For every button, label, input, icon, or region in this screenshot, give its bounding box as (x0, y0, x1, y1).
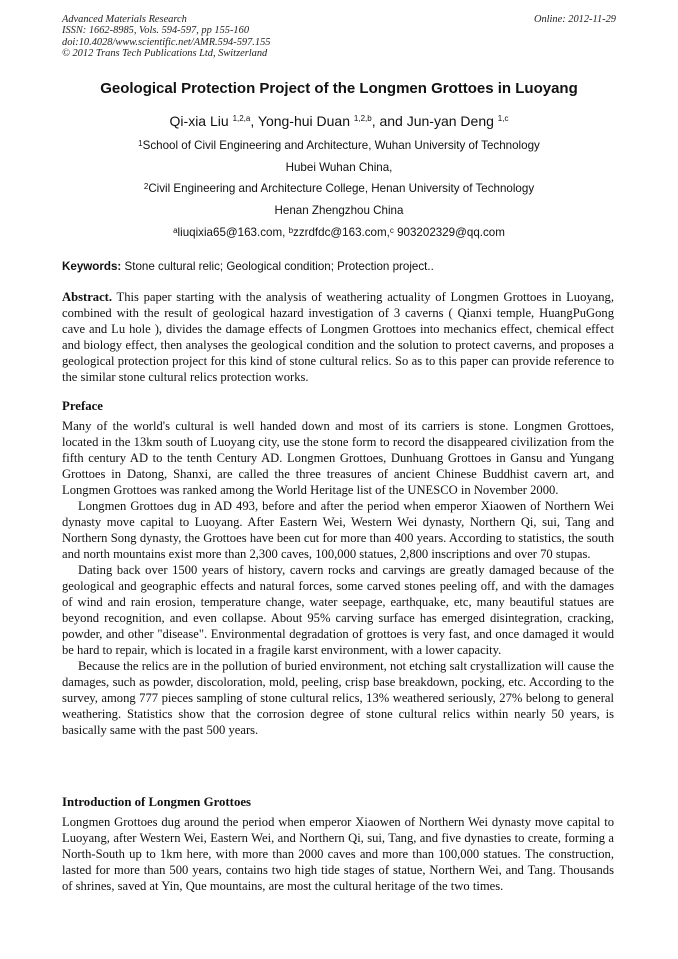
issn-line: ISSN: 1662-8985, Vols. 594-597, pp 155-160 (62, 25, 250, 37)
affiliation-1 (40, 139, 638, 153)
author-2-name: Yong-hui Duan (257, 113, 351, 129)
copyright-line: © 2012 Trans Tech Publications Ltd, Switzerland (62, 48, 268, 60)
author-3-name: Jun-yan Deng (406, 113, 494, 129)
online-date: Online: 2012-11-29 (533, 14, 616, 25)
abstract (62, 289, 614, 385)
preface-paragraph-4: Because the relics are in the pollution of buried environment, not etching salt crystallization will cause the damages, such as powder, discoloration, mold, peeling, crisp base breakdown, pocking, etc. According to the survey, among 777 pieces sampling of stone cultural relics, 13% weathered seriously, 27% belong to general weathering. Statistics show that the corrosion degree of stone cultural relics within nearly 50 years, is basically same with the past 500 years. (62, 659, 614, 737)
intro-paragraph-1: Longmen Grottoes dug around the period when emperor Xiaowen of Northern Wei dynasty move capital to Luoyang, after Western Wei, Eastern Wei, and Northern Qi, sui, Tang, and five dynasties to create, forming a North-South up to 1km here, with more than 2000 caves and more than 100,000 statues. The construction, lasted for more than 500 years, contains two high tide stages of statue, Northern Wei, and Tang. Thousands of shrines, saved at Yin, Que mountains, are most the cultural heritage of the two times. (62, 815, 614, 893)
email-b: zzrdfdc@163.com, (293, 226, 390, 239)
intro-heading: Introduction of Longmen Grottoes (62, 795, 251, 809)
email-line (40, 226, 638, 240)
affiliation-2-location: Henan Zhengzhou China (274, 204, 404, 217)
author-3-affil: 1,c (497, 114, 509, 123)
intro-section (62, 814, 614, 894)
author-line (40, 112, 638, 130)
affiliation-2-line-1: Civil Engineering and Architecture College, Henan University of Technology (148, 182, 535, 195)
author-sep-2: , and (371, 113, 407, 129)
affiliation-2 (40, 182, 638, 196)
author-sep-1: , (250, 113, 258, 129)
keywords-text: Stone cultural relic; Geological condition; Protection project.. (121, 260, 434, 273)
preface-paragraph-1: Many of the world's cultural is well handed down and most of its carriers is stone. Longmen Grottoes, located in the 13km south of Luoyang city, use the stone form to record the disappeared civilization from the fifth century AD to the tenth Century AD. Longmen Grottoes, Dunhuang Grottoes in Gansu and Yungang Grottoes in Datong, Shanxi, are called the three treasures of ancient Chinese Buddhist cavern art, and Longmen Grottoes was ranked among the World Heritage list of the UNESCO in November 2000. (62, 419, 614, 497)
email-b-mark: b (288, 226, 294, 235)
keywords (62, 260, 622, 274)
affiliation-1-mark: 1 (138, 139, 143, 148)
email-a: liuqixia65@163.com, (177, 226, 289, 239)
preface-section (62, 418, 614, 738)
author-2-affil: 1,2,b (353, 114, 372, 123)
abstract-label: Abstract. (62, 290, 113, 304)
email-a-mark: a (173, 226, 178, 235)
affiliation-2-mark: 2 (143, 182, 149, 191)
keywords-label: Keywords: (62, 260, 122, 273)
journal-name: Advanced Materials Research (62, 14, 187, 25)
email-c-mark: c (389, 226, 394, 235)
preface-paragraph-3: Dating back over 1500 years of history, cavern rocks and carvings are greatly damaged because of the geological and geographic effects and natural forces, some carved stones peeling off, and with the damages of wind and rain erosion, temperature change, water seepage, earthquake, etc, many beautiful statues are beyond recognition, and even collapse. About 95% carving surface has emerged disintegration, cracking, powder, and other "disease". Environmental degradation of grottoes is very fast, and once damaged it would be hard to repair, which is located in a fragile karst environment, with a lower capacity. (62, 563, 614, 657)
paper-title: Geological Protection Project of the Longmen Grottoes in Luoyang (100, 80, 578, 97)
preface-heading: Preface (62, 399, 103, 413)
doi-line: doi:10.4028/www.scientific.net/AMR.594-597.155 (62, 36, 271, 48)
journal-header (62, 14, 616, 60)
abstract-text: This paper starting with the analysis of weathering actuality of Longmen Grottoes in Luoyang, combined with the result of geological hazard investigation of 3 caverns ( Qianxi temple, HuangPuGong cave and Lu hole ), divides the damage effects of Longmen Grottoes into mechanics effect, chemical effect and biology effect, then analyses the geological condition and the solution to protect caverns, and proposes a geological protection project for this kind of stone cultural relics. So as to this paper can provide reference to the similar stone cultural relics protection works. (62, 290, 614, 384)
email-c: 903202329@qq.com (393, 226, 505, 239)
preface-paragraph-2: Longmen Grottoes dug in AD 493, before and after the period when emperor Xiaowen of Northern Wei dynasty move capital to Luoyang. After Eastern Wei, Western Wei dynasty, Northern Qi, sui, Tang and Northern Song dynasty, the Grottoes have been cut for more than 400 years. According to statistics, the south and north mountains exist more than 2,300 caves, 100,000 statues, 2,800 inscriptions and over 70 stupas. (62, 499, 614, 561)
author-1-name: Qi-xia Liu (169, 113, 229, 129)
affiliation-1-line-1: School of Civil Engineering and Architecture, Wuhan University of Technology (142, 139, 540, 152)
author-1-affil: 1,2,a (232, 114, 251, 123)
affiliation-1-location: Hubei Wuhan China, (285, 161, 393, 174)
